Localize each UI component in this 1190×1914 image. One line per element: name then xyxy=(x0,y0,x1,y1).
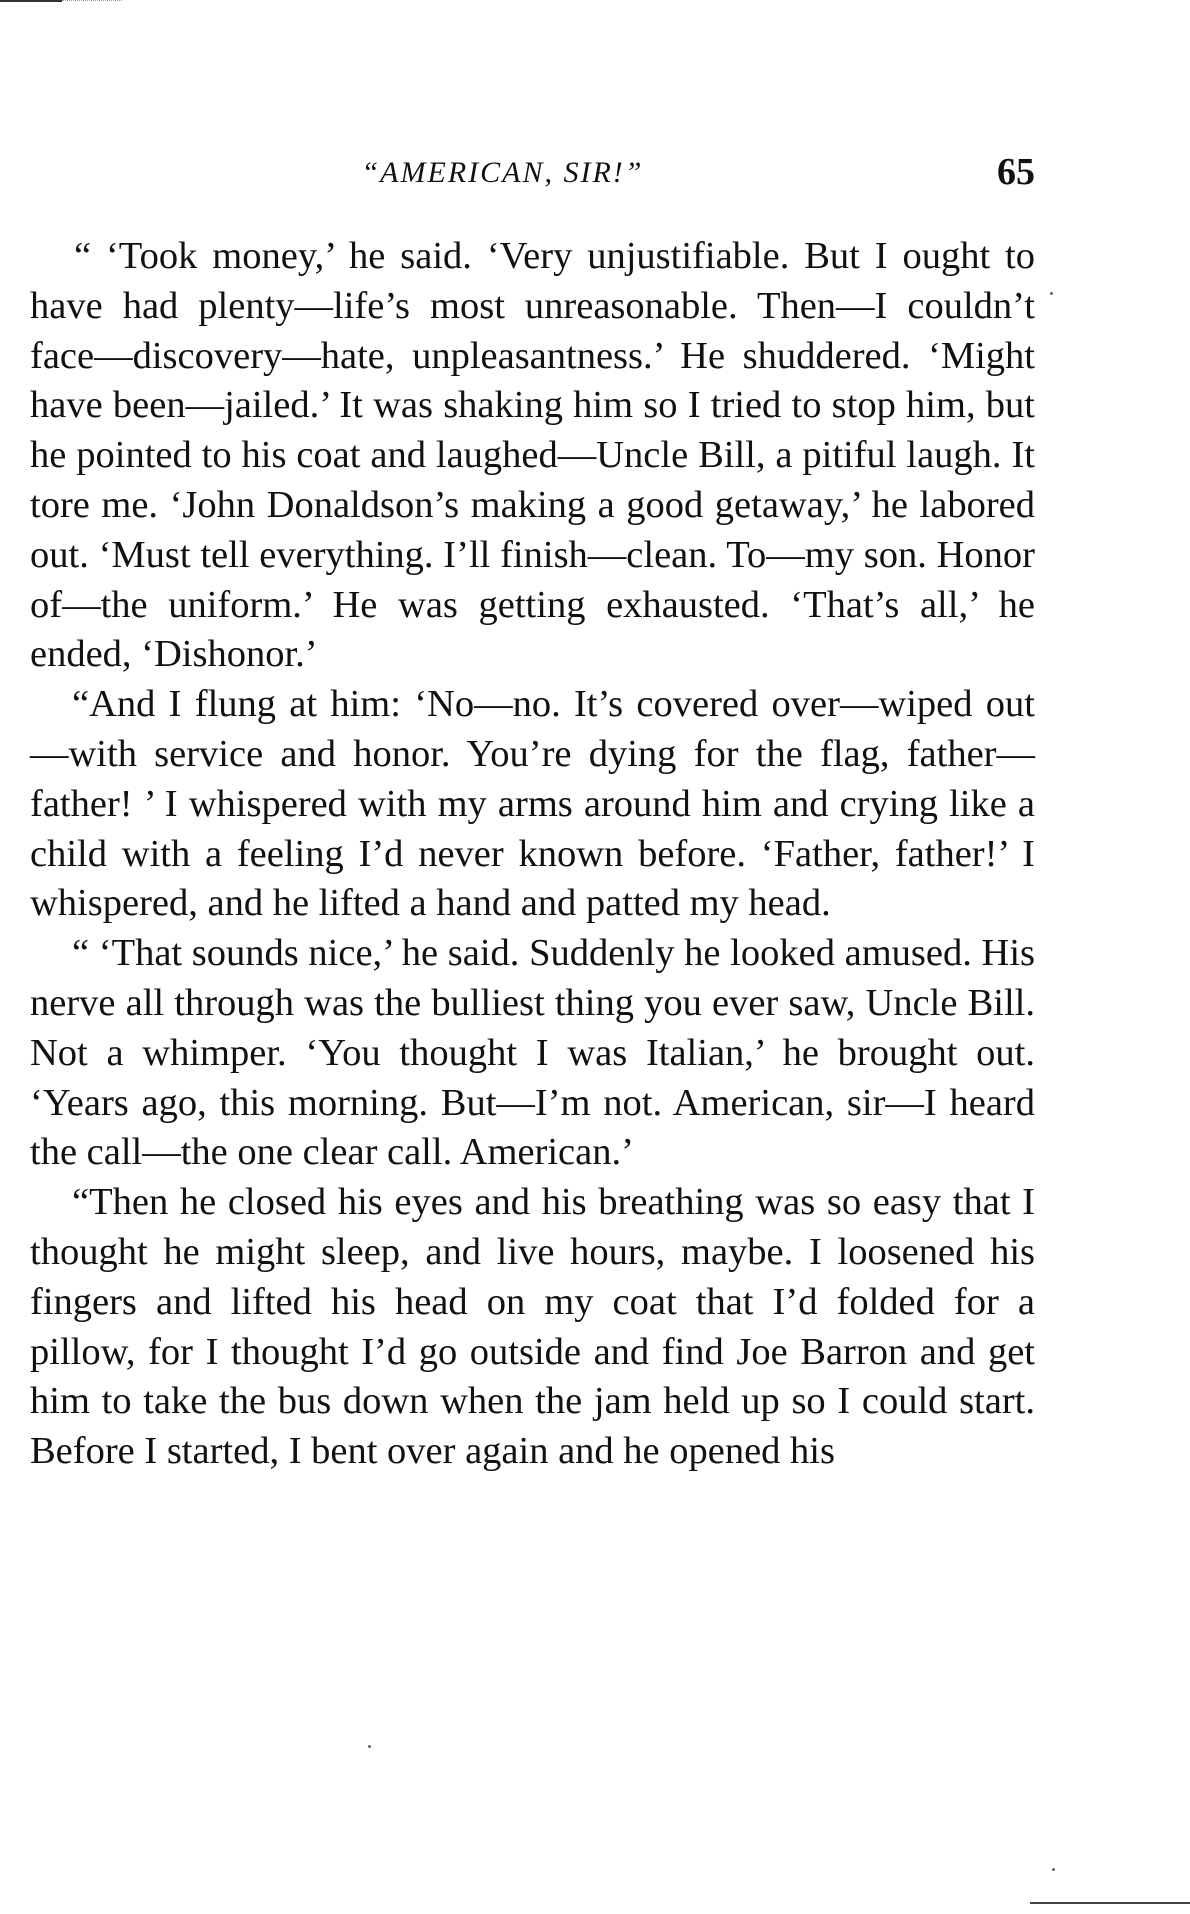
paper-speck xyxy=(368,1745,371,1748)
page-number: 65 xyxy=(997,151,1035,193)
paragraph-4: “Then he closed his eyes and his breathing was so easy that I thought he might sleep, and live hours, maybe. I loosened his fingers and lifted his head on my coat that I’d folded for a pillow, for I thought I’d go outside and find Joe Barron and get him to take the bus down when the jam held up so I could start. Before I started, I bent over again and he opened his xyxy=(30,1181,1035,1473)
running-title: “AMERICAN, SIR!” xyxy=(361,156,644,189)
top-rule-dotted xyxy=(62,0,122,1)
paragraph-1: “ ‘Took money,’ he said. ‘Very unjustifiable. But I ought to have had plenty—life’s most unreasonable. Then—I couldn’t face—discovery—hate, unpleasantness.’ He shuddered. ‘Might have been—jailed.’ It was shaking him so I tried to stop him, but he pointed to his coat and laughed—Uncle Bill, a pitiful laugh. It tore me. ‘John Donaldson’s making a good getaway,’ he labored out. ‘Must tell everything. I’ll finish—clean. To—my son. Honor of—the uniform.’ He was getting exhausted. ‘That’s all,’ he ended, ‘Dishonor.’ xyxy=(30,235,1035,676)
paragraph-2: “And I flung at him: ‘No—no. It’s covered over—wiped out—with service and honor. You’re dying for the flag, father—father! ’ I whispered with my arms around him and crying like a child with a feeling I’d never known before. ‘Father, father!’ I whispered, and he lifted a hand and patted my head. xyxy=(30,683,1035,925)
top-rule xyxy=(0,0,62,2)
paper-speck xyxy=(1050,292,1053,295)
bottom-rule xyxy=(1030,1902,1190,1904)
running-head xyxy=(30,150,1035,200)
body-text xyxy=(30,232,1035,1477)
paper-speck xyxy=(1052,1868,1055,1871)
paragraph-3: “ ‘That sounds nice,’ he said. Suddenly he looked amused. His nerve all through was the bulliest thing you ever saw, Uncle Bill. Not a whimper. ‘You thought I was Italian,’ he brought out. ‘Years ago, this morning. But—I’m not. American, sir—I heard the call—the one clear call. American.’ xyxy=(30,932,1035,1174)
